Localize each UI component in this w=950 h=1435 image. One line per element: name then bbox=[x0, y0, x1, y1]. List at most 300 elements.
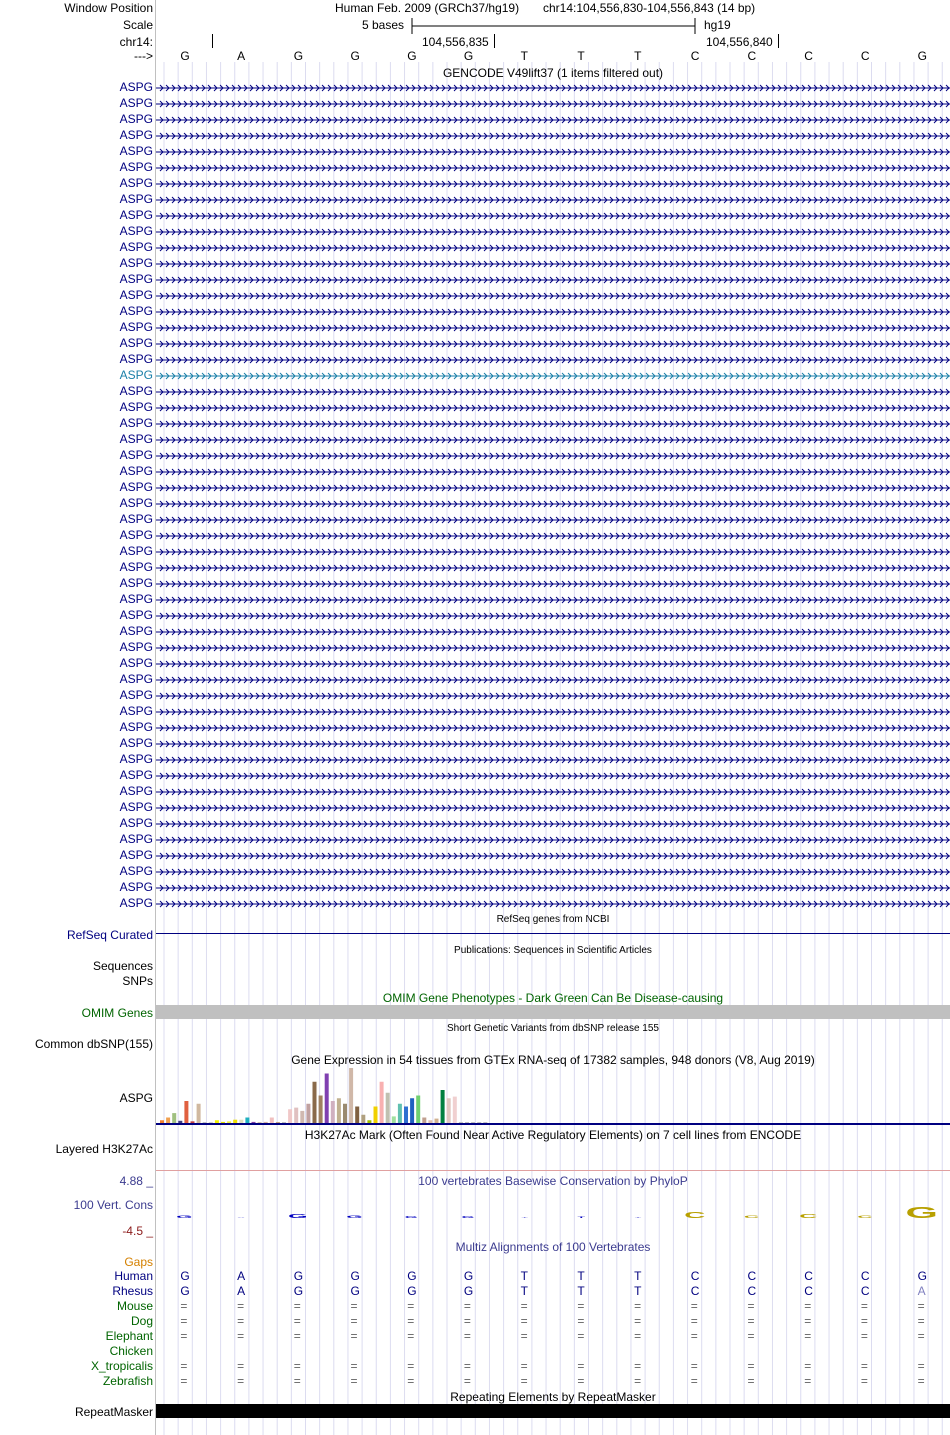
gtex-bar bbox=[319, 1096, 323, 1124]
base-letter: C bbox=[747, 49, 757, 63]
gencode-item-label[interactable]: ASPG bbox=[119, 576, 153, 590]
phylop-label[interactable]: 100 Vert. Cons bbox=[73, 1198, 153, 1212]
gencode-transcript[interactable] bbox=[156, 164, 950, 172]
gencode-item-label[interactable]: ASPG bbox=[119, 800, 153, 814]
phylop-logo-letter: G bbox=[176, 1214, 193, 1220]
gtex-bar bbox=[294, 1108, 298, 1123]
gtex-bar bbox=[160, 1120, 164, 1123]
gencode-item-label[interactable]: ASPG bbox=[119, 224, 153, 238]
gtex-bar bbox=[166, 1118, 170, 1124]
gencode-item-label[interactable]: ASPG bbox=[119, 432, 153, 446]
gencode-item-label[interactable]: ASPG bbox=[119, 784, 153, 798]
gtex-bar bbox=[441, 1090, 445, 1123]
gencode-transcript[interactable] bbox=[156, 372, 950, 380]
gencode-item-label[interactable]: ASPG bbox=[119, 640, 153, 654]
gencode-item-label[interactable]: ASPG bbox=[119, 816, 153, 830]
gencode-transcript[interactable] bbox=[156, 884, 950, 892]
gencode-item-label[interactable]: ASPG bbox=[119, 624, 153, 638]
multiz-base: = bbox=[917, 1374, 925, 1388]
multiz-base: = bbox=[804, 1359, 812, 1373]
gencode-item-label[interactable]: ASPG bbox=[119, 736, 153, 750]
multiz-species-label[interactable]: Rhesus bbox=[112, 1284, 153, 1298]
phylop-logo-letter: G bbox=[461, 1215, 475, 1219]
multiz-base: T bbox=[634, 1269, 642, 1283]
multiz-base: G bbox=[350, 1269, 360, 1283]
multiz-base: = bbox=[237, 1374, 245, 1388]
multiz-base: G bbox=[293, 1284, 304, 1298]
multiz-base: T bbox=[520, 1284, 528, 1298]
phylop-min-label: -4.5 _ bbox=[122, 1224, 153, 1238]
gencode-item-label[interactable]: ASPG bbox=[119, 208, 153, 222]
h3k27ac-baseline bbox=[156, 1170, 950, 1171]
ruler-tick-1 bbox=[212, 34, 213, 48]
multiz-species-label[interactable]: Human bbox=[114, 1269, 153, 1283]
gencode-transcript[interactable] bbox=[156, 532, 950, 540]
gencode-transcript[interactable] bbox=[156, 804, 950, 812]
gencode-item-label[interactable]: ASPG bbox=[119, 608, 153, 622]
multiz-base: A bbox=[237, 1269, 246, 1283]
gencode-transcript[interactable] bbox=[156, 580, 950, 588]
multiz-base: = bbox=[180, 1299, 188, 1313]
gencode-transcript[interactable] bbox=[156, 500, 950, 508]
multiz-base: = bbox=[917, 1329, 925, 1343]
gtex-bar bbox=[270, 1118, 274, 1124]
gtex-bar bbox=[331, 1101, 335, 1123]
base-letter: C bbox=[860, 49, 870, 63]
gtex-bar bbox=[227, 1121, 231, 1123]
gencode-transcript[interactable] bbox=[156, 148, 950, 156]
multiz-species-label[interactable]: Dog bbox=[130, 1314, 153, 1328]
gencode-transcript[interactable] bbox=[156, 308, 950, 316]
gtex-bar bbox=[184, 1101, 188, 1123]
omim-bar[interactable] bbox=[156, 1005, 950, 1019]
base-letter: A bbox=[237, 49, 246, 63]
gencode-item-label[interactable]: ASPG bbox=[119, 688, 153, 702]
multiz-base: C bbox=[747, 1269, 757, 1283]
phylop-logo-letter: C bbox=[743, 1214, 760, 1220]
multiz-base: C bbox=[804, 1269, 813, 1283]
phylop-logo-letter: T bbox=[577, 1216, 586, 1219]
gencode-item-label[interactable]: ASPG bbox=[119, 384, 153, 398]
multiz-base: = bbox=[180, 1359, 188, 1373]
repeatmasker-title[interactable]: Repeating Elements by RepeatMasker bbox=[450, 1390, 656, 1404]
multiz-base: T bbox=[577, 1284, 585, 1298]
gencode-transcript[interactable] bbox=[156, 468, 950, 476]
publications-title[interactable]: Publications: Sequences in Scientific Articles bbox=[454, 945, 652, 956]
gencode-transcript[interactable] bbox=[156, 116, 950, 124]
gtex-bar bbox=[386, 1093, 390, 1123]
multiz-base: = bbox=[350, 1314, 358, 1328]
gtex-bar bbox=[178, 1121, 182, 1123]
base-letter: G bbox=[917, 49, 927, 63]
gencode-item-label[interactable]: ASPG bbox=[119, 112, 153, 126]
gencode-transcript[interactable] bbox=[156, 276, 950, 284]
multiz-base: T bbox=[634, 1284, 642, 1298]
gencode-item-label[interactable]: ASPG bbox=[119, 352, 153, 366]
multiz-base: = bbox=[860, 1329, 868, 1343]
gencode-item-label[interactable]: ASPG bbox=[119, 400, 153, 414]
multiz-base: = bbox=[860, 1359, 868, 1373]
gtex-bar-chart[interactable] bbox=[156, 1068, 950, 1126]
multiz-base: = bbox=[463, 1374, 471, 1388]
gencode-item-label[interactable]: ASPG bbox=[119, 288, 153, 302]
gencode-item-label[interactable]: ASPG bbox=[119, 96, 153, 110]
gencode-transcript[interactable] bbox=[156, 868, 950, 876]
h3k27ac-title[interactable]: H3K27Ac Mark (Often Found Near Active Regulatory Elements) on 7 cell lines from ENCODE bbox=[304, 1128, 802, 1142]
multiz-base: G bbox=[407, 1284, 417, 1298]
multiz-base: = bbox=[180, 1314, 188, 1328]
phylop-logo-letter: G bbox=[288, 1212, 308, 1220]
multiz-base: = bbox=[634, 1314, 642, 1328]
gencode-transcript[interactable] bbox=[156, 788, 950, 796]
multiz-base: = bbox=[520, 1299, 528, 1313]
multiz-base: = bbox=[634, 1374, 642, 1388]
gencode-item-label[interactable]: ASPG bbox=[119, 864, 153, 878]
phylop-logo-letter: C bbox=[799, 1212, 818, 1220]
gtex-bar bbox=[215, 1120, 219, 1123]
multiz-base: C bbox=[860, 1269, 870, 1283]
gencode-transcript[interactable] bbox=[156, 644, 950, 652]
gtex-bar bbox=[239, 1120, 243, 1123]
gtex-bar bbox=[471, 1122, 475, 1123]
gencode-item-label[interactable]: ASPG bbox=[119, 880, 153, 894]
publications-label-sequences[interactable]: Sequences bbox=[92, 959, 153, 973]
base-letter: G bbox=[180, 49, 190, 63]
gtex-bar bbox=[459, 1122, 463, 1123]
gencode-transcript[interactable] bbox=[156, 660, 950, 668]
multiz-base: = bbox=[407, 1359, 415, 1373]
gtex-bar bbox=[453, 1097, 457, 1123]
phylop-logo-letter: C bbox=[684, 1211, 706, 1220]
gencode-transcript[interactable] bbox=[156, 612, 950, 620]
multiz-base: = bbox=[690, 1374, 698, 1388]
omim-label[interactable]: OMIM Genes bbox=[81, 1006, 153, 1020]
dbsnp-label[interactable]: Common dbSNP(155) bbox=[34, 1037, 153, 1051]
base-letter: G bbox=[463, 49, 474, 63]
gencode-transcript[interactable] bbox=[156, 180, 950, 188]
gencode-item-label[interactable]: ASPG bbox=[119, 560, 153, 574]
multiz-base: = bbox=[747, 1299, 755, 1313]
base-letter: G bbox=[407, 49, 417, 63]
gtex-label[interactable]: ASPG bbox=[119, 1091, 153, 1105]
gtex-bar bbox=[300, 1111, 304, 1123]
gtex-bar bbox=[258, 1122, 262, 1123]
multiz-base: = bbox=[690, 1359, 698, 1373]
multiz-base: = bbox=[293, 1374, 301, 1388]
gtex-bar bbox=[233, 1120, 237, 1123]
window-position-label: Window Position bbox=[64, 1, 153, 15]
gtex-bar bbox=[374, 1107, 378, 1124]
gencode-transcript[interactable] bbox=[156, 228, 950, 236]
multiz-base: = bbox=[180, 1374, 188, 1388]
multiz-base: = bbox=[577, 1359, 585, 1373]
gencode-item-label[interactable]: ASPG bbox=[119, 496, 153, 510]
multiz-base: G bbox=[180, 1284, 190, 1298]
gencode-item-label[interactable]: ASPG bbox=[119, 128, 153, 142]
multiz-base: = bbox=[577, 1329, 585, 1343]
strand-label: ---> bbox=[134, 49, 153, 63]
gencode-item-label[interactable]: ASPG bbox=[119, 720, 153, 734]
gencode-item-label[interactable]: ASPG bbox=[119, 672, 153, 686]
gtex-bar bbox=[398, 1104, 402, 1123]
refseq-title[interactable]: RefSeq genes from NCBI bbox=[496, 914, 610, 925]
gtex-bar bbox=[282, 1122, 286, 1123]
gencode-transcript[interactable] bbox=[156, 388, 950, 396]
gencode-transcript[interactable] bbox=[156, 196, 950, 204]
gtex-bar bbox=[477, 1122, 481, 1123]
gtex-bar bbox=[172, 1113, 176, 1123]
multiz-base: = bbox=[520, 1314, 528, 1328]
multiz-species-label[interactable]: Zebrafish bbox=[102, 1374, 153, 1388]
gencode-transcript[interactable] bbox=[156, 852, 950, 860]
gencode-transcript[interactable] bbox=[156, 132, 950, 140]
gencode-item-label[interactable]: ASPG bbox=[119, 832, 153, 846]
coord-label-2: 104,556,840 bbox=[706, 35, 773, 49]
gencode-transcript[interactable] bbox=[156, 756, 950, 764]
dbsnp-title[interactable]: Short Genetic Variants from dbSNP release 155 bbox=[447, 1023, 659, 1034]
multiz-title[interactable]: Multiz Alignments of 100 Vertebrates bbox=[455, 1240, 651, 1254]
gtex-bar bbox=[428, 1120, 432, 1123]
gencode-item-label[interactable]: ASPG bbox=[119, 512, 153, 526]
multiz-base: C bbox=[690, 1284, 700, 1298]
gencode-transcript[interactable] bbox=[156, 260, 950, 268]
multiz-gaps-label[interactable]: Gaps bbox=[124, 1255, 153, 1269]
gencode-transcript[interactable] bbox=[156, 436, 950, 444]
multiz-base: G bbox=[293, 1269, 304, 1283]
multiz-base: G bbox=[407, 1269, 417, 1283]
gencode-item-label[interactable]: ASPG bbox=[119, 240, 153, 254]
gencode-transcript[interactable] bbox=[156, 740, 950, 748]
assembly-text: Human Feb. 2009 (GRCh37/hg19) bbox=[335, 1, 520, 15]
gencode-item-label[interactable]: ASPG bbox=[119, 704, 153, 718]
gencode-transcript[interactable] bbox=[156, 628, 950, 636]
gencode-item-label[interactable]: ASPG bbox=[119, 80, 153, 94]
gencode-transcript[interactable] bbox=[156, 836, 950, 844]
phylop-logo-letter: T bbox=[634, 1217, 642, 1219]
multiz-base: = bbox=[804, 1374, 812, 1388]
gtex-bar bbox=[191, 1121, 195, 1123]
gtex-bar bbox=[245, 1118, 249, 1124]
multiz-base: = bbox=[350, 1299, 358, 1313]
gencode-transcript[interactable] bbox=[156, 676, 950, 684]
multiz-base: = bbox=[577, 1374, 585, 1388]
multiz-base: = bbox=[237, 1299, 245, 1313]
gencode-item-label[interactable]: ASPG bbox=[119, 160, 153, 174]
gencode-item-label[interactable]: ASPG bbox=[119, 544, 153, 558]
phylop-logo-letter: G bbox=[346, 1214, 363, 1220]
multiz-base: = bbox=[747, 1329, 755, 1343]
multiz-base: = bbox=[520, 1374, 528, 1388]
base-letter: T bbox=[634, 49, 642, 63]
gencode-item-label[interactable]: ASPG bbox=[119, 768, 153, 782]
gencode-item-label[interactable]: ASPG bbox=[119, 656, 153, 670]
gencode-transcript[interactable] bbox=[156, 596, 950, 604]
phylop-title[interactable]: 100 vertebrates Basewise Conservation by PhyloP bbox=[418, 1174, 688, 1188]
multiz-base: = bbox=[804, 1299, 812, 1313]
multiz-base: = bbox=[747, 1314, 755, 1328]
gtex-bar bbox=[367, 1120, 371, 1123]
multiz-base: = bbox=[237, 1314, 245, 1328]
multiz-base: = bbox=[577, 1314, 585, 1328]
gencode-title[interactable]: GENCODE V49lift37 (1 items filtered out) bbox=[442, 66, 664, 80]
multiz-base: = bbox=[520, 1359, 528, 1373]
repeatmasker-bar[interactable] bbox=[156, 1404, 950, 1418]
gencode-transcript[interactable] bbox=[156, 100, 950, 108]
gencode-transcript[interactable] bbox=[156, 564, 950, 572]
gencode-transcript[interactable] bbox=[156, 724, 950, 732]
ruler-tick-2 bbox=[494, 34, 495, 48]
gencode-transcript[interactable] bbox=[156, 548, 950, 556]
base-letter: C bbox=[804, 49, 813, 63]
multiz-base: = bbox=[634, 1329, 642, 1343]
multiz-base: = bbox=[804, 1314, 812, 1328]
multiz-base: = bbox=[860, 1299, 868, 1313]
multiz-species-label[interactable]: Chicken bbox=[109, 1344, 153, 1358]
base-letter: G bbox=[293, 49, 304, 63]
gencode-transcript[interactable] bbox=[156, 772, 950, 780]
gtex-bar bbox=[361, 1115, 365, 1123]
multiz-base: = bbox=[237, 1329, 245, 1343]
phylop-logo-letter: G bbox=[404, 1215, 418, 1219]
phylop-logo-letter: T bbox=[521, 1217, 528, 1219]
multiz-species-label[interactable]: Mouse bbox=[116, 1299, 153, 1313]
gencode-transcript[interactable] bbox=[156, 420, 950, 428]
gtex-bar bbox=[465, 1122, 469, 1123]
gencode-transcript[interactable] bbox=[156, 212, 950, 220]
gtex-bar bbox=[325, 1074, 329, 1124]
gencode-transcript[interactable] bbox=[156, 452, 950, 460]
gtex-bar bbox=[392, 1116, 396, 1123]
multiz-base: = bbox=[804, 1329, 812, 1343]
gtex-bar bbox=[447, 1098, 451, 1123]
gencode-item-label[interactable]: ASPG bbox=[119, 480, 153, 494]
gtex-bar bbox=[197, 1104, 201, 1123]
repeatmasker-label[interactable]: RepeatMasker bbox=[74, 1405, 153, 1419]
phylop-max-label: 4.88 _ bbox=[119, 1174, 153, 1188]
multiz-base: = bbox=[407, 1329, 415, 1343]
gencode-item-label[interactable]: ASPG bbox=[119, 320, 153, 334]
multiz-base: = bbox=[407, 1299, 415, 1313]
multiz-base: = bbox=[463, 1299, 471, 1313]
multiz-species-label[interactable]: X_tropicalis bbox=[90, 1359, 153, 1373]
gencode-item-label[interactable]: ASPG bbox=[119, 848, 153, 862]
gencode-transcript[interactable] bbox=[156, 900, 950, 908]
multiz-base: = bbox=[463, 1329, 471, 1343]
multiz-base: = bbox=[917, 1299, 925, 1313]
gtex-bar bbox=[337, 1098, 341, 1123]
gencode-transcript[interactable] bbox=[156, 324, 950, 332]
gtex-bar bbox=[209, 1122, 213, 1123]
gencode-transcript[interactable] bbox=[156, 708, 950, 716]
gtex-bar bbox=[252, 1122, 256, 1123]
gencode-item-label[interactable]: ASPG bbox=[119, 176, 153, 190]
gencode-transcript[interactable] bbox=[156, 356, 950, 364]
multiz-base: C bbox=[804, 1284, 813, 1298]
gencode-item-label[interactable]: ASPG bbox=[119, 256, 153, 270]
gencode-transcript[interactable] bbox=[156, 820, 950, 828]
multiz-base: = bbox=[350, 1329, 358, 1343]
gencode-transcript[interactable] bbox=[156, 692, 950, 700]
publications-label-snps[interactable]: SNPs bbox=[122, 974, 153, 988]
gtex-bar bbox=[483, 1122, 487, 1123]
gencode-item-label[interactable]: ASPG bbox=[119, 304, 153, 318]
coord-label-1: 104,556,835 bbox=[422, 35, 489, 49]
gencode-item-label[interactable]: ASPG bbox=[119, 192, 153, 206]
refseq-label[interactable]: RefSeq Curated bbox=[66, 928, 153, 942]
multiz-base: G bbox=[917, 1269, 927, 1283]
multiz-base: G bbox=[180, 1269, 190, 1283]
gencode-item-label[interactable]: ASPG bbox=[119, 896, 153, 910]
ruler-tick-3 bbox=[778, 34, 779, 48]
gtex-bar bbox=[264, 1122, 268, 1123]
phylop-logo-letter: G bbox=[905, 1203, 938, 1222]
multiz-base: = bbox=[917, 1314, 925, 1328]
gencode-item-label[interactable]: ASPG bbox=[119, 528, 153, 542]
gtex-bar bbox=[313, 1082, 317, 1123]
gencode-transcript[interactable] bbox=[156, 292, 950, 300]
base-letter: T bbox=[520, 49, 528, 63]
multiz-base: = bbox=[860, 1314, 868, 1328]
base-letter: T bbox=[577, 49, 585, 63]
gencode-transcript[interactable] bbox=[156, 516, 950, 524]
gencode-item-label[interactable]: ASPG bbox=[119, 592, 153, 606]
multiz-base: T bbox=[577, 1269, 585, 1283]
gencode-item-label[interactable]: ASPG bbox=[119, 336, 153, 350]
omim-title[interactable]: OMIM Gene Phenotypes - Dark Green Can Be Disease-causing bbox=[382, 991, 724, 1005]
multiz-base: = bbox=[860, 1374, 868, 1388]
gencode-item-label[interactable]: ASPG bbox=[119, 448, 153, 462]
multiz-base: = bbox=[407, 1314, 415, 1328]
multiz-base: C bbox=[690, 1269, 700, 1283]
multiz-base: C bbox=[860, 1284, 870, 1298]
gencode-transcript[interactable] bbox=[156, 404, 950, 412]
scale-text: 5 bases bbox=[362, 18, 405, 32]
gencode-item-label[interactable]: ASPG bbox=[119, 272, 153, 286]
gencode-transcript[interactable] bbox=[156, 84, 950, 92]
phylop-logo-letter: A bbox=[237, 1217, 245, 1219]
h3k27ac-label[interactable]: Layered H3K27Ac bbox=[55, 1142, 153, 1156]
position-text[interactable]: chr14:104,556,830-104,556,843 (14 bp) bbox=[543, 1, 756, 15]
multiz-base: = bbox=[180, 1329, 188, 1343]
gtex-bar bbox=[288, 1109, 292, 1123]
gtex-bar bbox=[416, 1096, 420, 1124]
multiz-base: = bbox=[293, 1314, 301, 1328]
multiz-species-label[interactable]: Elephant bbox=[105, 1329, 153, 1343]
gencode-transcript[interactable] bbox=[156, 244, 950, 252]
gencode-transcript[interactable] bbox=[156, 484, 950, 492]
gtex-bar bbox=[306, 1104, 310, 1123]
gencode-item-label[interactable]: ASPG bbox=[119, 144, 153, 158]
gencode-item-label[interactable]: ASPG bbox=[119, 752, 153, 766]
gtex-bar bbox=[380, 1082, 384, 1123]
gencode-item-label[interactable]: ASPG bbox=[119, 464, 153, 478]
gtex-bar bbox=[404, 1107, 408, 1124]
multiz-base: = bbox=[293, 1359, 301, 1373]
multiz-base: G bbox=[463, 1269, 474, 1283]
gtex-title[interactable]: Gene Expression in 54 tissues from GTEx RNA-seq of 17382 samples, 948 donors (V8, Aug 2019) bbox=[291, 1053, 815, 1067]
phylop-logo-letter: C bbox=[857, 1214, 873, 1220]
multiz-base: = bbox=[463, 1314, 471, 1328]
gencode-transcript[interactable] bbox=[156, 340, 950, 348]
multiz-base: = bbox=[293, 1329, 301, 1343]
gtex-bar bbox=[410, 1098, 414, 1123]
multiz-base: G bbox=[463, 1284, 474, 1298]
multiz-base: = bbox=[690, 1314, 698, 1328]
gtex-bar bbox=[276, 1122, 280, 1123]
gencode-item-label[interactable]: ASPG bbox=[119, 368, 153, 382]
gencode-item-label[interactable]: ASPG bbox=[119, 416, 153, 430]
multiz-base: = bbox=[747, 1359, 755, 1373]
